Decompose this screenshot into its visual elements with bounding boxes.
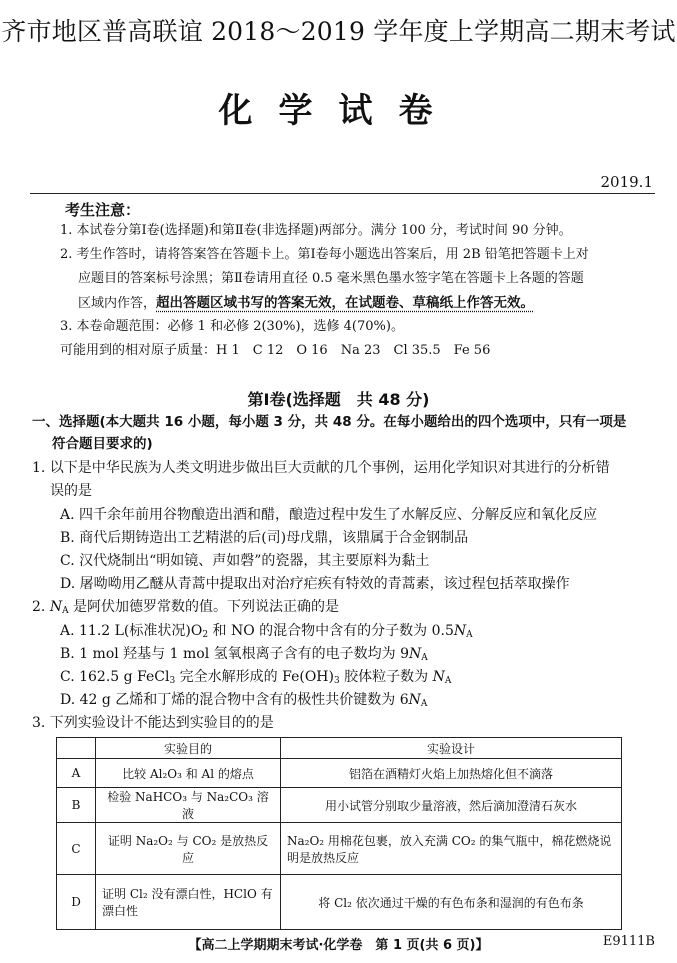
row-purpose: 证明 Na₂O₂ 与 CO₂ 是放热反应 bbox=[96, 823, 281, 875]
part1-title: 第Ⅰ卷(选择题 共 48 分) bbox=[247, 390, 430, 409]
row-design: 铝箔在酒精灯火焰上加热熔化但不滴落 bbox=[281, 759, 622, 788]
notice-item-1: 1. 本试卷分第Ⅰ卷(选择题)和第Ⅱ卷(非选择题)两部分。满分 100 分，考试时间 90 分钟。 bbox=[60, 223, 572, 238]
q2-stem: 2. $N_A$ 是阿伏加德罗常数的值。下列说法正确的是 bbox=[32, 599, 340, 616]
q2-option-a: A. 11.2 L(标准状况)$O_2$ 和 NO 的混合物中含有的分子数为 $0.5N_A$ bbox=[60, 623, 473, 640]
table-row bbox=[57, 875, 622, 930]
table-header-design: 实验设计 bbox=[281, 738, 622, 759]
section-instructions-line1: 一、选择题(本大题共 16 小题，每小题 3 分，共 48 分。在每小题给出的四个选项中，只有一项是 bbox=[32, 414, 627, 430]
notice-item-2-line2: 应题目的答案标号涂黑；第Ⅱ卷请用直径 0.5 毫米黑色墨水签字笔在答题卡上各题的答题 bbox=[78, 271, 584, 286]
row-design: Na₂O₂ 用棉花包裹，放入充满 CO₂ 的集气瓶中，棉花燃烧说明是放热反应 bbox=[281, 823, 622, 875]
row-purpose: 证明 Cl₂ 没有漂白性，HClO 有漂白性 bbox=[96, 875, 281, 930]
notice-item-2 bbox=[60, 243, 658, 316]
q1-stem-line2: 误的是 bbox=[50, 483, 92, 499]
q3-stem: 3. 下列实验设计不能达到实验目的的是 bbox=[32, 715, 274, 731]
notice-item-2-line3-plain: 区域内作答， bbox=[78, 296, 157, 311]
table-row bbox=[57, 823, 622, 875]
row-purpose: 比较 Al₂O₃ 和 Al 的熔点 bbox=[96, 759, 281, 788]
q1-option-a: A. 四千余年前用谷物酿造出酒和醋，酿造过程中发生了水解反应、分解反应和氧化反应 bbox=[60, 507, 598, 523]
table-row bbox=[57, 759, 622, 788]
table-header-purpose: 实验目的 bbox=[96, 738, 281, 759]
paper-code: E9111B bbox=[602, 934, 655, 949]
row-design: 用小试管分别取少量溶液，然后滴加澄清石灰水 bbox=[281, 788, 622, 823]
notice-item-2-line3 bbox=[60, 291, 658, 316]
row-label: C bbox=[57, 823, 96, 875]
table-header-label bbox=[57, 738, 96, 759]
q1-option-d: D. 屠呦呦用乙醚从青蒿中提取出对治疗疟疾有特效的青蒿素，该过程包括萃取操作 bbox=[60, 576, 570, 592]
subject-title: 化学试卷 bbox=[218, 91, 459, 131]
q2-option-b: B. 1 mol 羟基与 1 mol 氢氧根离子含有的电子数均为 $9N_A$ bbox=[60, 646, 428, 663]
q2-option-d: D. 42 g 乙烯和丁烯的混合物中含有的极性共价键数为 $6N_A$ bbox=[60, 692, 428, 709]
notice-heading: 考生注意： bbox=[65, 201, 141, 219]
row-label: D bbox=[57, 875, 96, 930]
q1-stem-line1: 1. 以下是中华民族为人类文明进步做出巨大贡献的几个事例，运用化学知识对其进行的分析错 bbox=[32, 460, 610, 476]
q2-option-c: C. 162.5 g FeCl$_3$ 完全水解形成的 $Fe(OH)_3$ 胶体粒子数为 $N_A$ bbox=[60, 669, 452, 686]
notice-item-3: 3. 本卷命题范围：必修 1 和必修 2(30%)，选修 4(70%)。 bbox=[60, 319, 404, 334]
exam-date: 2019.1 bbox=[600, 173, 653, 191]
table-row bbox=[57, 788, 622, 823]
row-label: A bbox=[57, 759, 96, 788]
notice-item-2-line1: 2. 考生作答时，请将答案答在答题卡上。第Ⅰ卷每小题选出答案后，用 2B 铅笔把答题卡上对 bbox=[60, 247, 589, 262]
q1-option-b: B. 商代后期铸造出工艺精湛的后(司)母戊鼎，该鼎属于合金钢制品 bbox=[60, 530, 469, 546]
row-label: B bbox=[57, 788, 96, 823]
notice-warning: 超出答题区域书写的答案无效，在试题卷、草稿纸上作答无效。 bbox=[156, 295, 535, 311]
row-purpose: 检验 NaHCO₃ 与 Na₂CO₃ 溶液 bbox=[96, 788, 281, 823]
header-rule bbox=[30, 193, 655, 194]
section-instructions-line2: 符合题目要求的) bbox=[52, 436, 153, 452]
exam-title: 齐市地区普高联谊 2018～2019 学年度上学期高二期末考试 bbox=[1, 17, 676, 46]
table-header-row bbox=[57, 738, 622, 759]
row-design: 将 Cl₂ 依次通过干燥的有色布条和湿润的有色布条 bbox=[281, 875, 622, 930]
q1-option-c: C. 汉代烧制出“明如镜、声如磬”的瓷器，其主要原料为黏土 bbox=[60, 553, 430, 569]
atomic-masses: 可能用到的相对原子质量：H 1 C 12 O 16 Na 23 Cl 35.5 Fe 56 bbox=[60, 343, 491, 358]
q3-experiment-table bbox=[56, 737, 622, 930]
page-footer: 【高二上学期期末考试·化学卷 第 1 页(共 6 页)】 bbox=[188, 938, 489, 953]
